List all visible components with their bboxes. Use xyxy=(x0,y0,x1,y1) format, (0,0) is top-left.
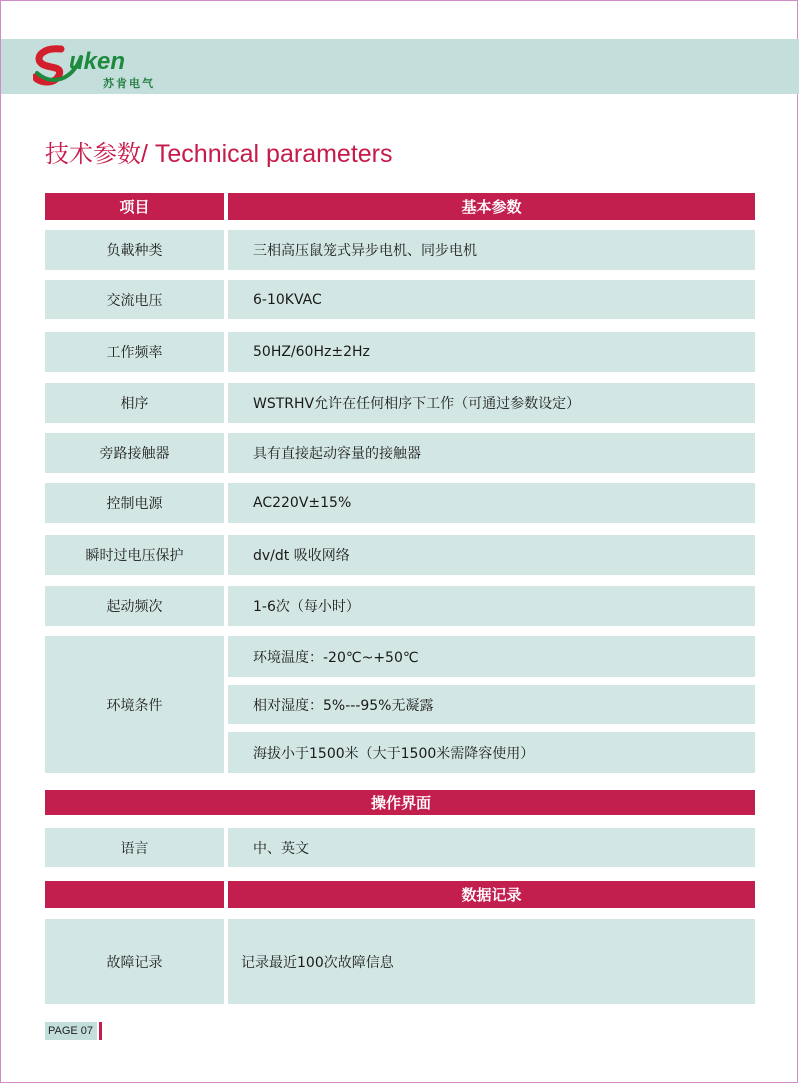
page-marker xyxy=(99,1022,102,1040)
row-label: 控制电源 xyxy=(45,483,224,523)
section-log-left-bar xyxy=(45,881,224,908)
fault-log-label: 故障记录 xyxy=(45,919,224,1004)
header-param: 基本参数 xyxy=(228,193,755,220)
title-en: / Technical parameters xyxy=(141,140,393,168)
page-title xyxy=(45,134,393,169)
page-number: PAGE 07 xyxy=(45,1022,97,1040)
section-ui-title xyxy=(45,790,755,815)
row-value: dv/dt 吸收网络 xyxy=(228,535,755,575)
section-log-title: 数据记录 xyxy=(228,881,755,908)
row-label: 旁路接触器 xyxy=(45,433,224,473)
row-label: 交流电压 xyxy=(45,280,224,319)
logo-subtitle: 苏肯电气 xyxy=(103,77,155,90)
fault-log-value: 记录最近100次故障信息 xyxy=(228,919,755,1004)
language-value: 中、英文 xyxy=(228,828,755,867)
row-label: 工作频率 xyxy=(45,332,224,372)
environment-label: 环境条件 xyxy=(45,636,224,773)
row-value: 6-10KVAC xyxy=(228,280,755,319)
environment-humidity: 相对湿度：5%---95%无凝露 xyxy=(228,685,755,724)
logo xyxy=(33,43,173,91)
row-value: 具有直接起动容量的接触器 xyxy=(228,433,755,473)
row-value: AC220V±15% xyxy=(228,483,755,523)
header-item: 项目 xyxy=(45,193,224,220)
row-value: 1-6次（每小时） xyxy=(228,586,755,626)
svg-text:uken: uken xyxy=(69,48,126,75)
title-cn: 技术参数 xyxy=(45,140,141,168)
row-value: 三相高压鼠笼式异步电机、同步电机 xyxy=(228,230,755,270)
environment-altitude: 海拔小于1500米（大于1500米需降容使用） xyxy=(228,732,755,773)
language-label: 语言 xyxy=(45,828,224,867)
section-ui-title-text: 操作界面 xyxy=(371,794,432,812)
row-label: 负載种类 xyxy=(45,230,224,270)
environment-temperature: 环境温度：-20℃~+50℃ xyxy=(228,636,755,677)
row-value: WSTRHV允许在任何相序下工作（可通过参数设定） xyxy=(228,383,755,423)
row-value: 50HZ/60Hz±2Hz xyxy=(228,332,755,372)
row-label: 起动频次 xyxy=(45,586,224,626)
row-label: 相序 xyxy=(45,383,224,423)
row-label: 瞬时过电压保护 xyxy=(45,535,224,575)
